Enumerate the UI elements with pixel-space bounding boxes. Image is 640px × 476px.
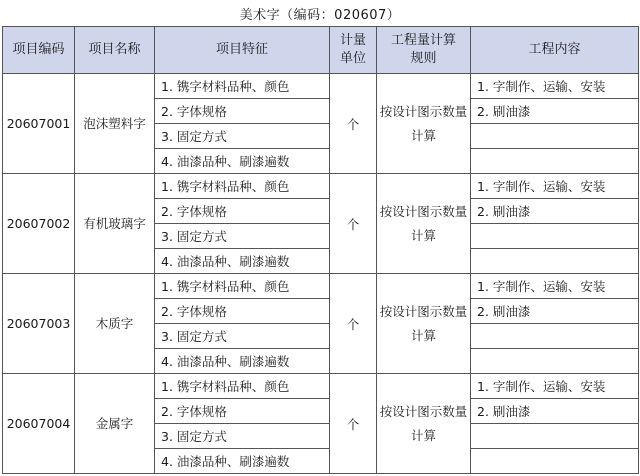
- work-cell: 1. 字制作、运输、安装: [471, 374, 639, 399]
- work-cell: [471, 124, 639, 149]
- unit-cell: 个: [330, 174, 377, 274]
- feature-cell: 4. 油漆品种、刷漆遍数: [155, 249, 330, 274]
- item-name: 有机玻璃字: [75, 174, 155, 274]
- header-rule: 工程量计算规则: [377, 27, 471, 74]
- table-row: [3, 74, 639, 99]
- work-cell: [471, 149, 639, 174]
- feature-cell: 2. 字体规格: [155, 399, 330, 424]
- unit-cell: 个: [330, 374, 377, 474]
- item-code: 20607002: [3, 174, 75, 274]
- table-body: [3, 74, 639, 474]
- item-code: 20607004: [3, 374, 75, 474]
- spec-table: [2, 26, 639, 474]
- work-cell: 1. 字制作、运输、安装: [471, 74, 639, 99]
- item-code: 20607001: [3, 74, 75, 174]
- feature-cell: 1. 镌字材料品种、颜色: [155, 274, 330, 299]
- header-name: 项目名称: [75, 27, 155, 74]
- work-cell: [471, 324, 639, 349]
- feature-cell: 2. 字体规格: [155, 99, 330, 124]
- feature-cell: 4. 油漆品种、刷漆遍数: [155, 349, 330, 374]
- feature-cell: 1. 镌字材料品种、颜色: [155, 74, 330, 99]
- feature-cell: 3. 固定方式: [155, 124, 330, 149]
- unit-cell: 个: [330, 74, 377, 174]
- feature-cell: 2. 字体规格: [155, 199, 330, 224]
- table-row: [3, 274, 639, 299]
- work-cell: [471, 224, 639, 249]
- work-cell: 2. 刷油漆: [471, 399, 639, 424]
- work-cell: 2. 刷油漆: [471, 299, 639, 324]
- rule-cell: 按设计图示数量计算: [377, 174, 471, 274]
- table-row: [3, 374, 639, 399]
- work-cell: 1. 字制作、运输、安装: [471, 274, 639, 299]
- header-features: 项目特征: [155, 27, 330, 74]
- item-name: 木质字: [75, 274, 155, 374]
- item-name: 金属字: [75, 374, 155, 474]
- header-row: [3, 27, 639, 74]
- work-cell: [471, 449, 639, 474]
- feature-cell: 1. 镌字材料品种、颜色: [155, 374, 330, 399]
- header-unit: 计量单位: [330, 27, 377, 74]
- feature-cell: 2. 字体规格: [155, 299, 330, 324]
- work-cell: 2. 刷油漆: [471, 99, 639, 124]
- item-code: 20607003: [3, 274, 75, 374]
- feature-cell: 4. 油漆品种、刷漆遍数: [155, 449, 330, 474]
- unit-cell: 个: [330, 274, 377, 374]
- rule-cell: 按设计图示数量计算: [377, 274, 471, 374]
- feature-cell: 4. 油漆品种、刷漆遍数: [155, 149, 330, 174]
- feature-cell: 3. 固定方式: [155, 324, 330, 349]
- work-cell: [471, 424, 639, 449]
- item-name: 泡沫塑料字: [75, 74, 155, 174]
- rule-cell: 按设计图示数量计算: [377, 374, 471, 474]
- work-cell: 1. 字制作、运输、安装: [471, 174, 639, 199]
- table-title: 美术字（编码：020607）: [239, 7, 401, 23]
- feature-cell: 3. 固定方式: [155, 224, 330, 249]
- header-code: 项目编码: [3, 27, 75, 74]
- work-cell: [471, 249, 639, 274]
- header-work: 工程内容: [471, 27, 639, 74]
- work-cell: [471, 349, 639, 374]
- table-row: [3, 174, 639, 199]
- feature-cell: 3. 固定方式: [155, 424, 330, 449]
- rule-cell: 按设计图示数量计算: [377, 74, 471, 174]
- work-cell: 2. 刷油漆: [471, 199, 639, 224]
- feature-cell: 1. 镌字材料品种、颜色: [155, 174, 330, 199]
